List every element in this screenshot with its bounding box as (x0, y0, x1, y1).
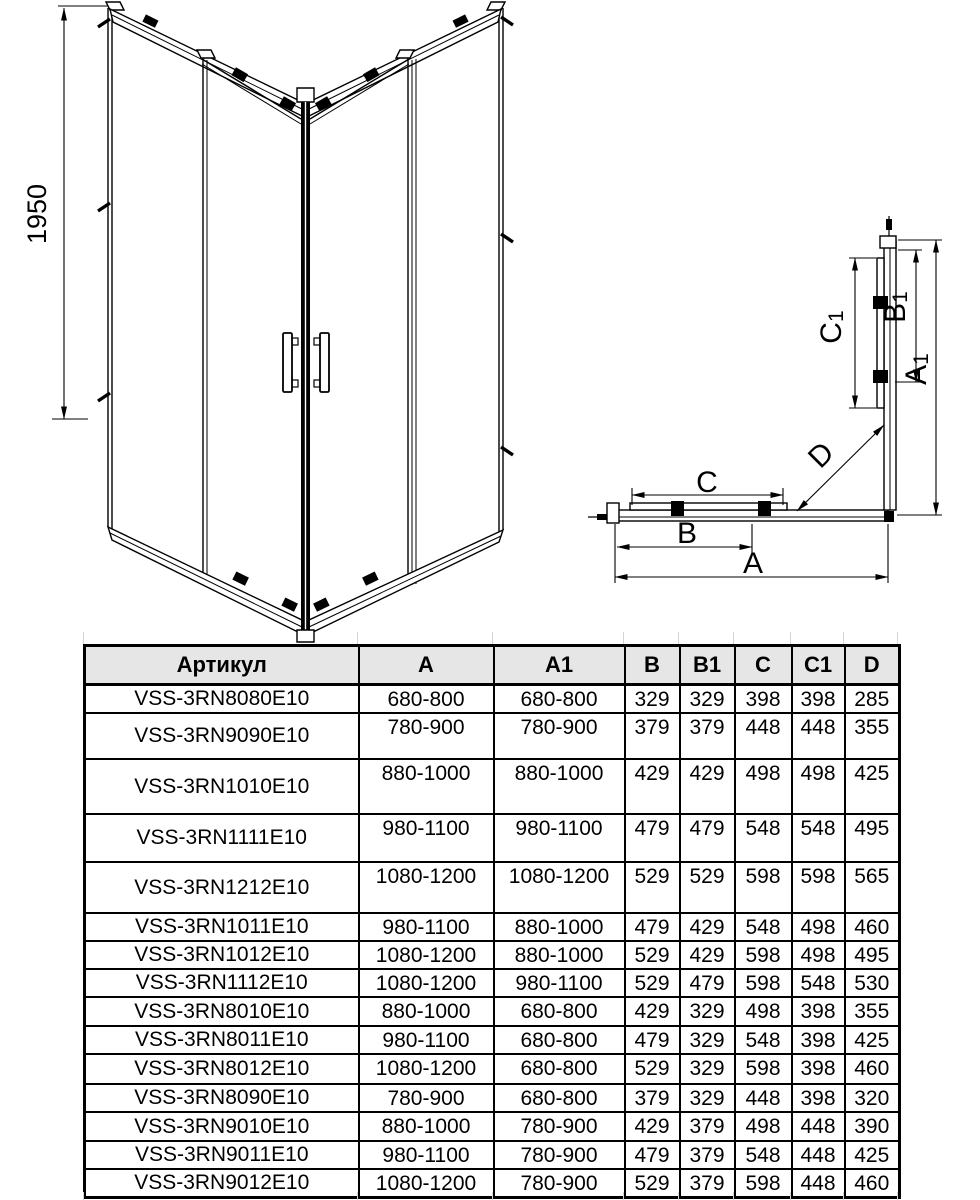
plan-horizontal-wall (588, 501, 894, 523)
dimension-d-label: D (801, 435, 841, 475)
value-cell: 479 (625, 1141, 680, 1169)
table-row (85, 685, 900, 714)
value-cell: 529 (625, 1054, 680, 1084)
spec-table-container (83, 644, 901, 1199)
value-cell: 460 (845, 913, 900, 941)
value-cell: 498 (792, 759, 845, 814)
value-cell: 285 (845, 685, 900, 714)
value-cell: 429 (680, 913, 735, 941)
dimension-b (617, 517, 752, 553)
door-handle-left (283, 333, 298, 392)
table-row (85, 941, 900, 969)
article-cell: VSS-3RN1010E10 (85, 759, 359, 814)
plan-sliding-door (877, 258, 884, 408)
roller-block (758, 501, 771, 516)
article-cell: VSS-3RN9012E10 (85, 1169, 359, 1198)
article-cell: VSS-3RN8080E10 (85, 685, 359, 714)
value-cell: 880-1000 (494, 913, 625, 941)
column-header-c: C (735, 646, 792, 685)
value-cell: 429 (625, 997, 680, 1026)
column-header-b: B (625, 646, 680, 685)
value-cell: 548 (792, 814, 845, 862)
value-cell: 880-1000 (359, 997, 494, 1026)
gridline-stub (623, 1192, 624, 1200)
value-cell: 448 (792, 713, 845, 759)
roller-block (671, 501, 684, 516)
left-wall-panel (98, 2, 302, 634)
value-cell: 429 (625, 1112, 680, 1141)
table-row (85, 862, 900, 913)
plan-vertical-wall (873, 216, 896, 510)
table-header-row (85, 646, 900, 685)
article-cell: VSS-3RN9011E10 (85, 1141, 359, 1169)
gridline-stub (492, 1192, 493, 1200)
value-cell: 329 (680, 997, 735, 1026)
roller-block (281, 598, 298, 612)
value-cell: 425 (845, 1026, 900, 1054)
value-cell: 448 (735, 1084, 792, 1112)
value-cell: 548 (792, 969, 845, 997)
value-cell: 548 (735, 1141, 792, 1169)
value-cell: 980-1100 (359, 1026, 494, 1054)
article-cell: VSS-3RN9090E10 (85, 713, 359, 759)
height-dimension-label: 1950 (22, 183, 52, 245)
value-cell: 448 (735, 713, 792, 759)
value-cell: 355 (845, 713, 900, 759)
dimension-c (632, 466, 783, 505)
value-cell: 460 (845, 1169, 900, 1198)
right-top-cap (487, 2, 505, 10)
roller-block (232, 572, 249, 586)
value-cell: 980-1100 (494, 814, 625, 862)
value-cell: 980-1100 (359, 913, 494, 941)
value-cell: 780-900 (494, 1112, 625, 1141)
dimension-b1-label: B1 (879, 291, 912, 323)
value-cell: 980-1100 (359, 1141, 494, 1169)
value-cell: 479 (625, 814, 680, 862)
value-cell: 329 (680, 1084, 735, 1112)
value-cell: 598 (792, 862, 845, 913)
right-top-rail (309, 9, 501, 116)
gridline-stub (897, 1192, 898, 1200)
height-dimension (22, 6, 110, 419)
table-row (85, 969, 900, 997)
dimension-a1 (897, 240, 942, 515)
division-cap (396, 50, 414, 58)
value-cell: 529 (625, 862, 680, 913)
value-cell: 1080-1200 (359, 862, 494, 913)
table-row (85, 1112, 900, 1141)
value-cell: 398 (792, 685, 845, 714)
corner-post (297, 88, 314, 642)
value-cell: 329 (680, 1054, 735, 1084)
roller-block (313, 598, 330, 612)
article-cell: VSS-3RN8010E10 (85, 997, 359, 1026)
value-cell: 479 (625, 913, 680, 941)
value-cell: 448 (792, 1141, 845, 1169)
table-row (85, 997, 900, 1026)
value-cell: 329 (680, 1026, 735, 1054)
value-cell: 598 (735, 941, 792, 969)
front-view-drawing (22, 2, 513, 642)
left-top-cap (106, 2, 124, 10)
article-cell: VSS-3RN9010E10 (85, 1112, 359, 1141)
table-row (85, 759, 900, 814)
division-cap (197, 50, 215, 58)
dimension-d (797, 425, 884, 511)
value-cell: 329 (680, 685, 735, 714)
value-cell: 529 (625, 969, 680, 997)
value-cell: 495 (845, 814, 900, 862)
value-cell: 398 (735, 685, 792, 714)
value-cell: 429 (625, 759, 680, 814)
gridline-stub (790, 1192, 791, 1200)
dimension-b-label: B (676, 517, 698, 550)
value-cell: 548 (735, 1026, 792, 1054)
gridline-stub (83, 632, 84, 644)
value-cell: 1080-1200 (359, 941, 494, 969)
wall-end-cap (607, 503, 619, 523)
roller-block (362, 572, 379, 586)
value-cell: 355 (845, 997, 900, 1026)
gridline-stub (843, 1192, 844, 1200)
value-cell: 479 (680, 969, 735, 997)
value-cell: 495 (845, 941, 900, 969)
wall-end-cap (880, 236, 896, 248)
value-cell: 780-900 (494, 1169, 625, 1198)
value-cell: 880-1000 (494, 759, 625, 814)
value-cell: 429 (680, 759, 735, 814)
value-cell: 479 (625, 1026, 680, 1054)
value-cell: 680-800 (494, 685, 625, 714)
right-bottom-rail (309, 530, 503, 634)
value-cell: 780-900 (494, 1141, 625, 1169)
value-cell: 479 (680, 814, 735, 862)
article-cell: VSS-3RN1111E10 (85, 814, 359, 862)
value-cell: 980-1100 (494, 969, 625, 997)
value-cell: 565 (845, 862, 900, 913)
wall-anchor (886, 219, 892, 230)
table-row (85, 913, 900, 941)
value-cell: 548 (735, 913, 792, 941)
plan-view-drawing (588, 216, 942, 583)
value-cell: 498 (735, 759, 792, 814)
value-cell: 780-900 (359, 1084, 494, 1112)
value-cell: 529 (625, 1169, 680, 1198)
value-cell: 980-1100 (359, 814, 494, 862)
gridline-stub (678, 1192, 679, 1200)
value-cell: 448 (792, 1169, 845, 1198)
value-cell: 460 (845, 1054, 900, 1084)
column-header-a1: A1 (494, 646, 625, 685)
value-cell: 680-800 (494, 997, 625, 1026)
value-cell: 880-1000 (359, 1112, 494, 1141)
value-cell: 379 (625, 713, 680, 759)
table-row (85, 814, 900, 862)
value-cell: 530 (845, 969, 900, 997)
value-cell: 598 (735, 969, 792, 997)
gridline-stub (678, 632, 679, 644)
corner-junction (884, 511, 894, 522)
gridline-stub (733, 1192, 734, 1200)
dimension-c1-label: C1 (815, 310, 848, 344)
table-row (85, 1084, 900, 1112)
post-bottom-cap (297, 630, 314, 642)
dimensions-table (83, 644, 901, 1199)
dimension-a1-label: A1 (900, 353, 933, 385)
roller-block (873, 370, 888, 383)
table-row (85, 713, 900, 759)
wall-anchor (597, 514, 607, 520)
value-cell: 498 (792, 913, 845, 941)
table-body (85, 685, 900, 1198)
value-cell: 1080-1200 (359, 969, 494, 997)
gridline-stub (623, 632, 624, 644)
gridline-stub (733, 632, 734, 644)
table-row (85, 1054, 900, 1084)
value-cell: 398 (792, 1026, 845, 1054)
value-cell: 529 (680, 862, 735, 913)
value-cell: 329 (625, 685, 680, 714)
value-cell: 680-800 (494, 1026, 625, 1054)
table-row (85, 1026, 900, 1054)
value-cell: 529 (625, 941, 680, 969)
value-cell: 598 (735, 862, 792, 913)
dimension-c-label: C (696, 466, 718, 499)
value-cell: 390 (845, 1112, 900, 1141)
gridline-stub (492, 632, 493, 644)
gridline-stub (790, 632, 791, 644)
gridline-stub (357, 1192, 358, 1200)
left-top-rail (110, 9, 302, 116)
value-cell: 1080-1200 (494, 862, 625, 913)
gridline-stub (897, 632, 898, 644)
article-cell: VSS-3RN1212E10 (85, 862, 359, 913)
value-cell: 598 (735, 1169, 792, 1198)
value-cell: 429 (680, 941, 735, 969)
value-cell: 780-900 (494, 713, 625, 759)
value-cell: 598 (735, 1054, 792, 1084)
gridline-stub (843, 632, 844, 644)
value-cell: 1080-1200 (359, 1054, 494, 1084)
left-bottom-rail (108, 527, 302, 634)
article-cell: VSS-3RN8090E10 (85, 1084, 359, 1112)
column-header-article: Артикул (85, 646, 359, 685)
article-cell: VSS-3RN8012E10 (85, 1054, 359, 1084)
value-cell: 379 (680, 1112, 735, 1141)
value-cell: 320 (845, 1084, 900, 1112)
value-cell: 680-800 (494, 1084, 625, 1112)
value-cell: 498 (735, 1112, 792, 1141)
column-header-a: A (359, 646, 494, 685)
value-cell: 1080-1200 (359, 1169, 494, 1198)
article-cell: VSS-3RN1011E10 (85, 913, 359, 941)
value-cell: 398 (792, 997, 845, 1026)
value-cell: 880-1000 (359, 759, 494, 814)
value-cell: 425 (845, 1141, 900, 1169)
post-top-cap (297, 88, 314, 102)
gridline-stub (357, 632, 358, 644)
article-cell: VSS-3RN1112E10 (85, 969, 359, 997)
value-cell: 379 (625, 1084, 680, 1112)
value-cell: 680-800 (494, 1054, 625, 1084)
column-header-c1: C1 (792, 646, 845, 685)
value-cell: 780-900 (359, 713, 494, 759)
value-cell: 379 (680, 713, 735, 759)
article-cell: VSS-3RN8011E10 (85, 1026, 359, 1054)
column-header-b1: B1 (680, 646, 735, 685)
gridline-stub (83, 1192, 84, 1200)
value-cell: 548 (735, 814, 792, 862)
value-cell: 379 (680, 1141, 735, 1169)
right-wall-panel (309, 2, 513, 634)
value-cell: 398 (792, 1054, 845, 1084)
door-handle-right (314, 333, 329, 392)
value-cell: 398 (792, 1084, 845, 1112)
table-row (85, 1141, 900, 1169)
value-cell: 379 (680, 1169, 735, 1198)
value-cell: 448 (792, 1112, 845, 1141)
value-cell: 498 (792, 941, 845, 969)
value-cell: 880-1000 (494, 941, 625, 969)
dimension-a-label: A (742, 547, 764, 580)
column-header-d: D (845, 646, 900, 685)
dimension-c1 (815, 258, 876, 408)
article-cell: VSS-3RN1012E10 (85, 941, 359, 969)
value-cell: 680-800 (359, 685, 494, 714)
value-cell: 425 (845, 759, 900, 814)
value-cell: 498 (735, 997, 792, 1026)
